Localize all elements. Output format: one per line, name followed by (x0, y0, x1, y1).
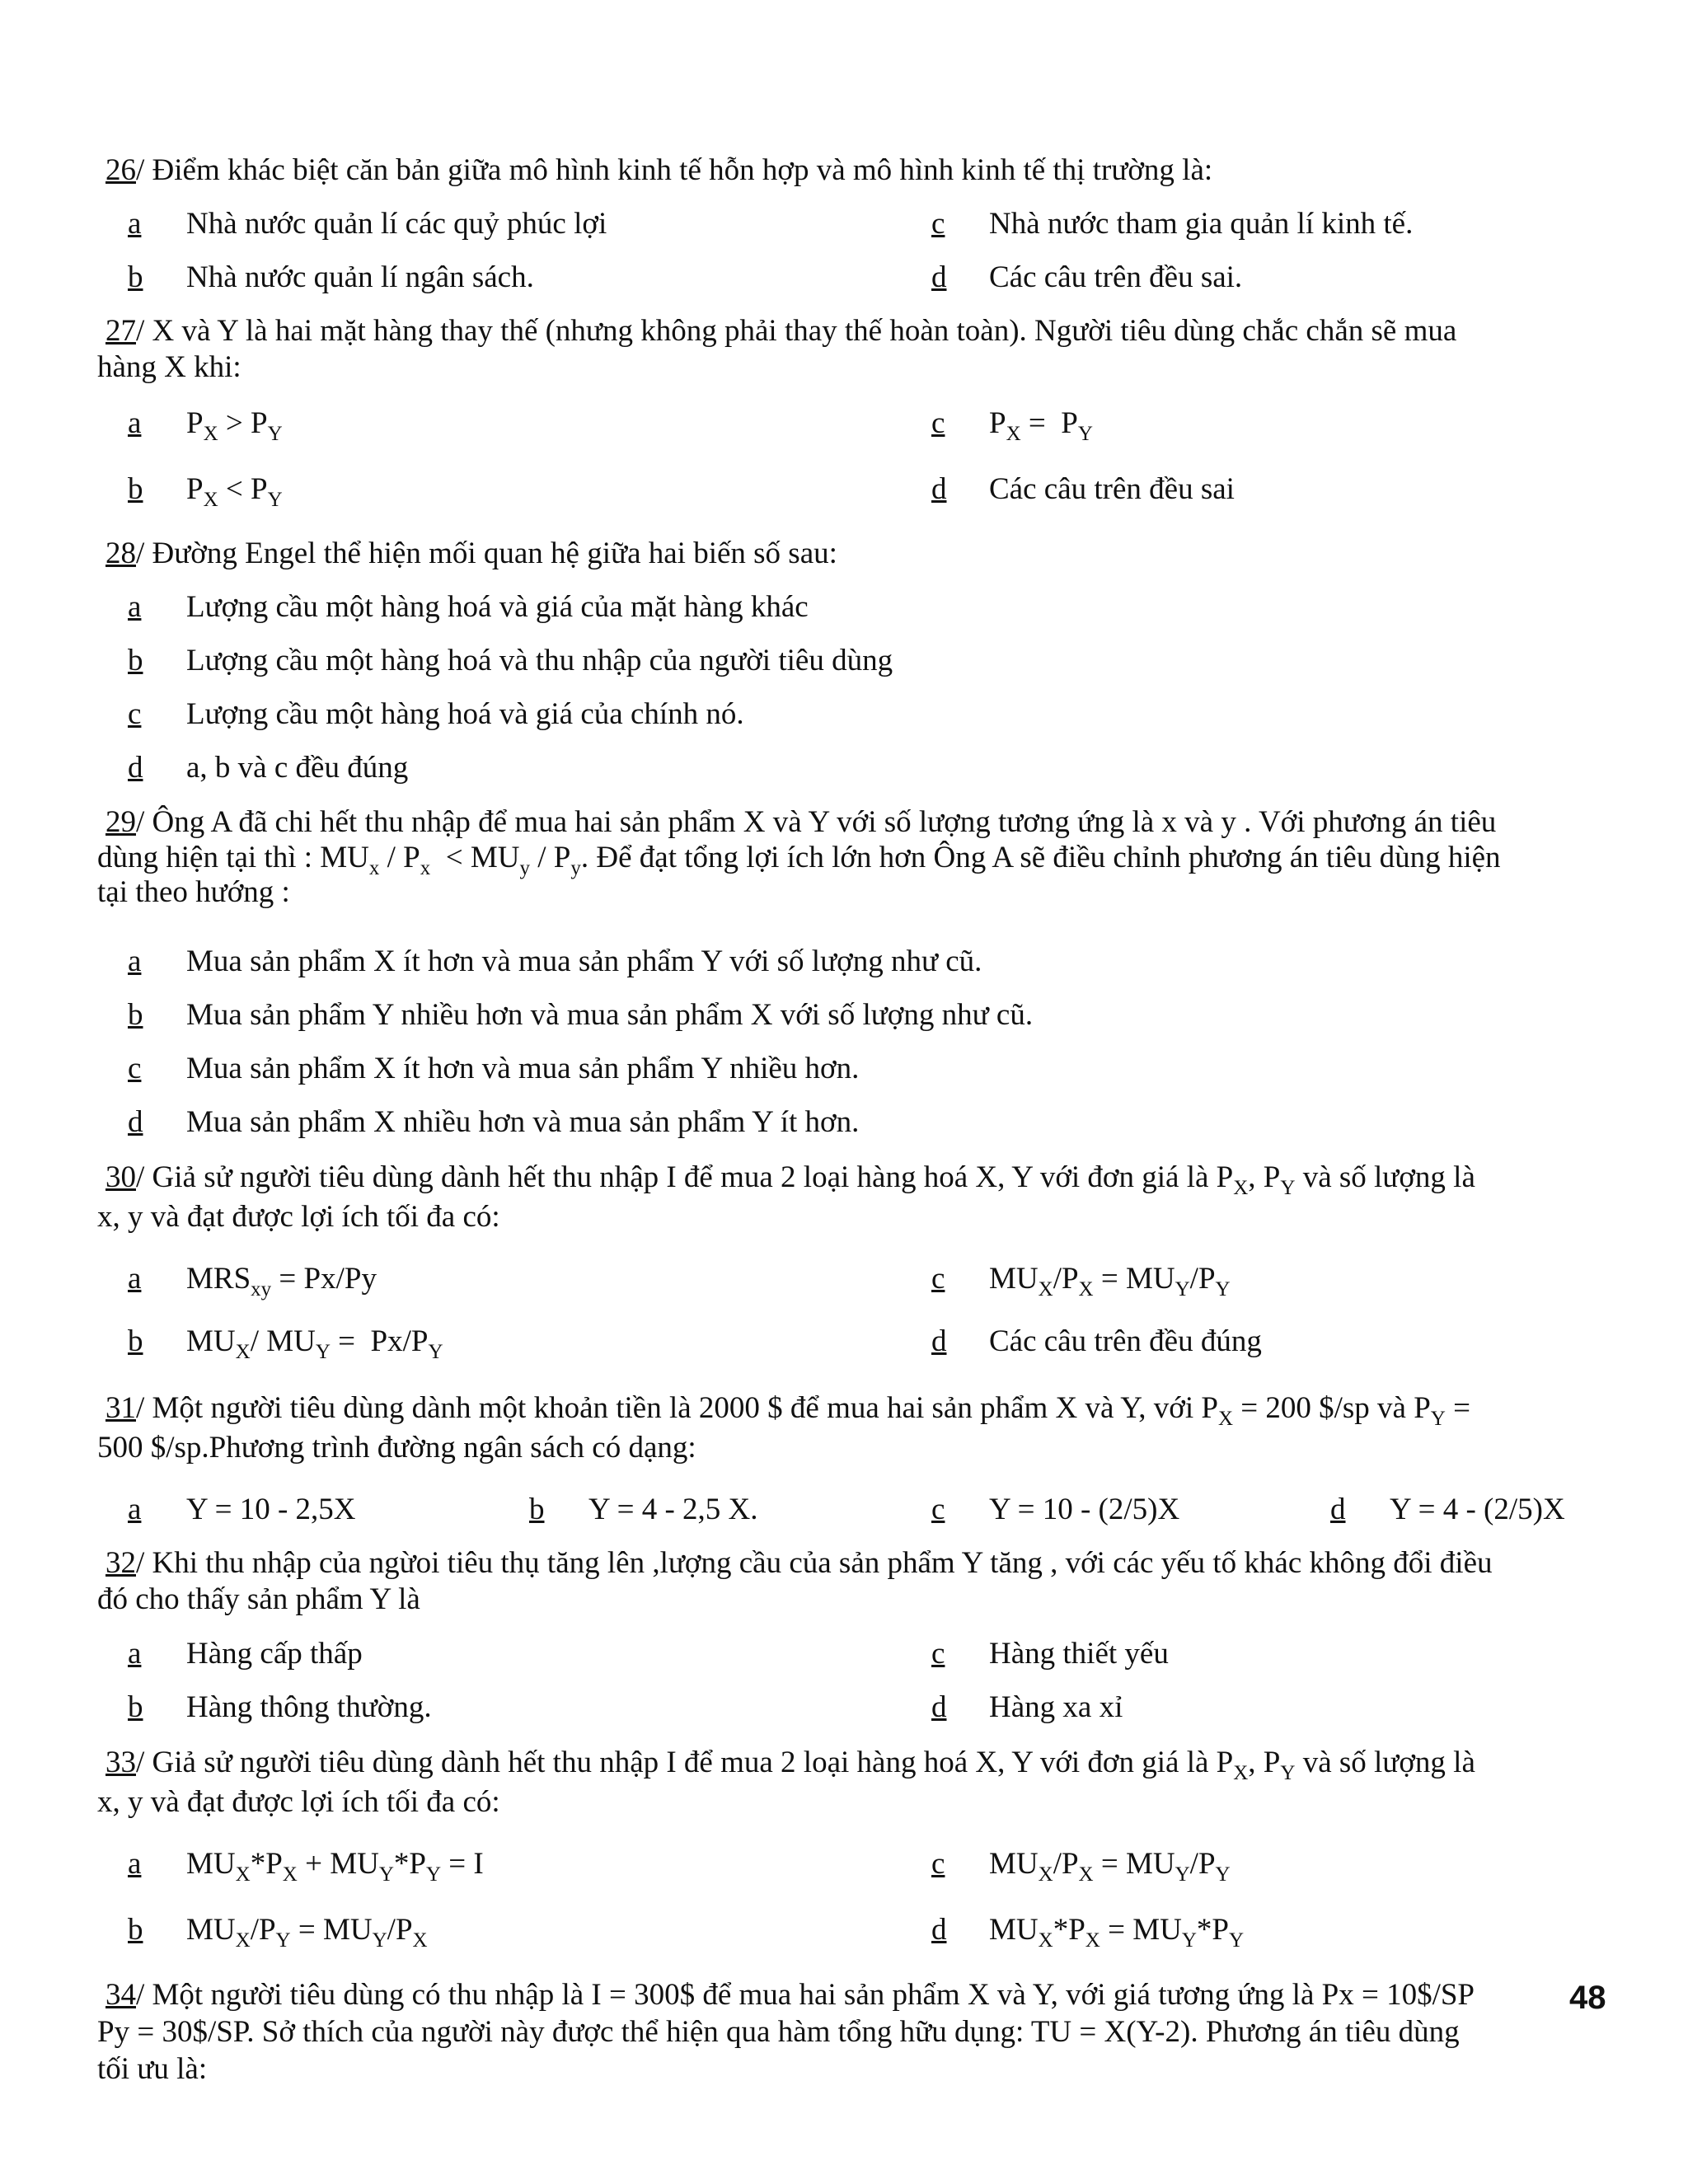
question-text-line-2: 500 $/sp.Phương trình đường ngân sách có dạng: (97, 1431, 696, 1465)
option-d-text: Các câu trên đều sai (989, 472, 1235, 506)
question-number: 27 (106, 314, 136, 348)
question-text: Đường Engel thể hiện mối quan hệ giữa hai biến số sau: (152, 537, 837, 570)
question-26-options-row-1 (0, 206, 1688, 244)
question-32-stem: 32/ Khi thu nhập của ngừoi tiêu thụ tăng lên ,lượng cầu của sản phẩm Y tăng , với các yếu tố khác không đổi điều đó cho thấy sản phẩm Y là (97, 1546, 1493, 1617)
question-text: Điểm khác biệt căn bản giữa mô hình kinh tế hỗn hợp và mô hình kinh tế thị trường là: (152, 153, 1213, 187)
question-text-line-1: Giả sử người tiêu dùng dành hết thu nhập I để mua 2 loại hàng hoá X, Y với đơn giá là $P_X$, $P_Y$ và số lượng là (152, 1746, 1475, 1784)
question-34-stem: 34/ Một người tiêu dùng có thu nhập là I = 300$ để mua hai sản phẩm X và Y, với giá tương ứng là Px = 10$/SP Py = 30$/SP. Sở thích của người này được thể hiện qua hàm tổng hữu dụng: TU = X(Y-2). Phương án tiêu dùng tối ưu là: (97, 1978, 1475, 2087)
page-number: 48 (1569, 1980, 1606, 2016)
option-a-formula: $MU_X*P_X + MU_Y*P_Y = I$ (186, 1847, 484, 1886)
option-d-text: Y = 4 - (2/5)X (1390, 1493, 1565, 1526)
option-a-formula: $MRS_{xy} = Px/Py$ (186, 1262, 377, 1301)
question-number: 31 (106, 1391, 136, 1425)
option-letter-b: b (529, 1493, 545, 1526)
option-letter-a: a (128, 1262, 142, 1296)
question-28-option-c (0, 696, 1688, 734)
question-number: 26 (106, 153, 136, 187)
option-letter-b: b (128, 1324, 143, 1358)
question-30-options-row-1 (0, 1261, 1688, 1299)
option-letter-b: b (128, 260, 143, 294)
question-number: 33 (106, 1746, 136, 1779)
option-letter-d: d (128, 751, 143, 785)
option-letter-a: a (128, 1847, 142, 1881)
question-30-stem: 30/ Giả sử người tiêu dùng dành hết thu nhập I để mua 2 loại hàng hoá X, Y với đơn giá là $P_X$, $P_Y$ và số lượng là x, y và đạt được lợi ích tối đa có: (97, 1160, 1475, 1235)
option-letter-c: c (931, 1637, 945, 1671)
question-31-options-row (0, 1492, 1688, 1530)
question-29-option-c (0, 1051, 1688, 1089)
question-number: 30 (106, 1160, 136, 1194)
option-letter-d: d (931, 260, 947, 294)
option-letter-b: b (128, 1913, 143, 1947)
option-letter-b: b (128, 644, 143, 677)
question-28-option-a (0, 589, 1688, 627)
option-d-text: Các câu trên đều đúng (989, 1324, 1262, 1358)
question-28-option-d (0, 750, 1688, 788)
option-letter-a: a (128, 406, 142, 440)
question-27-options-row-1 (0, 405, 1688, 443)
option-letter-d: d (1330, 1493, 1346, 1526)
option-letter-c: c (931, 1493, 945, 1526)
option-letter-d: d (931, 472, 947, 506)
option-letter-a: a (128, 590, 142, 624)
question-text-line-2: đó cho thấy sản phẩm Y là (97, 1582, 420, 1617)
option-d-formula: $MU_X*P_X = MU_Y*P_Y$ (989, 1913, 1245, 1952)
question-text-line-2: Py = 30$/SP. Sở thích của người này được thể hiện qua hàm tổng hữu dụng: TU = X(Y-2). Phương án tiêu dùng (97, 2015, 1460, 2050)
option-c-text: Lượng cầu một hàng hoá và giá của chính nó. (186, 697, 744, 731)
question-text-line-3: tại theo hướng : (97, 875, 290, 910)
option-c-formula: $MU_X/P_X = MU_Y/P_Y$ (989, 1262, 1231, 1301)
option-b-formula: $MU_X/$ $MU_Y = Px/P_Y$ (186, 1324, 443, 1363)
option-letter-a: a (128, 207, 142, 241)
question-number: 29 (106, 805, 136, 839)
option-c-text: Nhà nước tham gia quản lí kinh tế. (989, 207, 1414, 241)
option-letter-b: b (128, 1690, 143, 1724)
question-32-options-row-2 (0, 1690, 1688, 1727)
question-29-option-a (0, 944, 1688, 982)
option-b-formula: $P_X < P_Y$ (186, 472, 283, 511)
question-text-line-1: Một người tiêu dùng dành một khoản tiền là 2000 $ để mua hai sản phẩm X và Y, với $P_X = 200$ $/sp và $P_Y$ = (152, 1391, 1470, 1430)
question-text-line-1: X và Y là hai mặt hàng thay thế (nhưng không phải thay thế hoàn toàn). Người tiêu dùng chắc chắn sẽ mua (152, 314, 1457, 348)
option-letter-d: d (931, 1913, 947, 1947)
question-text-line-1: Giả sử người tiêu dùng dành hết thu nhập I để mua 2 loại hàng hoá X, Y với đơn giá là $P_X$, $P_Y$ và số lượng là (152, 1160, 1475, 1199)
question-27-options-row-2 (0, 471, 1688, 509)
question-number: 28 (106, 537, 136, 570)
option-a-formula: $P_X > P_Y$ (186, 406, 283, 445)
question-30-options-row-2 (0, 1324, 1688, 1361)
question-text-line-1: Một người tiêu dùng có thu nhập là I = 300$ để mua hai sản phẩm X và Y, với giá tương ứng là Px = 10$/SP (152, 1978, 1475, 2012)
option-letter-c: c (931, 207, 945, 241)
option-letter-c: c (931, 1847, 945, 1881)
question-33-stem: 33/ Giả sử người tiêu dùng dành hết thu nhập I để mua 2 loại hàng hoá X, Y với đơn giá là $P_X$, $P_Y$ và số lượng là x, y và đạt được lợi ích tối đa có: (97, 1746, 1475, 1820)
option-letter-b: b (128, 998, 143, 1032)
option-letter-b: b (128, 472, 143, 506)
question-29-option-d (0, 1104, 1688, 1142)
option-a-text: Nhà nước quản lí các quỷ phúc lợi (186, 207, 607, 241)
question-33-options-row-2 (0, 1912, 1688, 1950)
option-d-text: Hàng xa xỉ (989, 1690, 1123, 1724)
option-letter-d: d (931, 1690, 947, 1724)
question-number: 32 (106, 1546, 136, 1580)
option-letter-c: c (931, 1262, 945, 1296)
option-b-text: Nhà nước quản lí ngân sách. (186, 260, 534, 294)
option-letter-d: d (128, 1105, 143, 1139)
option-a-text: Hàng cấp thấp (186, 1637, 363, 1671)
option-c-formula: $MU_X/P_X = MU_Y/P_Y$ (989, 1847, 1231, 1886)
option-b-text: Y = 4 - 2,5 X. (588, 1493, 758, 1526)
question-33-options-row-1 (0, 1846, 1688, 1884)
option-b-formula: $MU_X/P_Y = MU_Y/P_X$ (186, 1913, 428, 1952)
question-text-line-1: Ông A đã chi hết thu nhập để mua hai sản phẩm X và Y với số lượng tương ứng là x và y . Với phương án tiêu (152, 805, 1497, 839)
option-b-text: Lượng cầu một hàng hoá và thu nhập của người tiêu dùng (186, 644, 893, 677)
question-27-stem: 27/ X và Y là hai mặt hàng thay thế (nhưng không phải thay thế hoàn toàn). Người tiêu dùng chắc chắn sẽ mua hàng X khi: (97, 314, 1457, 385)
question-26-stem: 26/ Điểm khác biệt căn bản giữa mô hình kinh tế hỗn hợp và mô hình kinh tế thị trường là: (97, 152, 1606, 189)
option-letter-c: c (931, 406, 945, 440)
question-text-line-1: Khi thu nhập của ngừoi tiêu thụ tăng lên ,lượng cầu của sản phẩm Y tăng , với các yếu tố khác không đổi điều (152, 1546, 1493, 1580)
question-28-stem: 28/ Đường Engel thể hiện mối quan hệ giữa hai biến số sau: (97, 536, 1606, 572)
question-number: 34 (106, 1978, 136, 2012)
option-b-text: Hàng thông thường. (186, 1690, 432, 1724)
question-29-option-b (0, 997, 1688, 1035)
option-letter-a: a (128, 1493, 142, 1526)
question-31-stem: 31/ Một người tiêu dùng dành một khoản tiền là 2000 $ để mua hai sản phẩm X và Y, với $P_X = 200$ $/sp và $P_Y$ = 500 $/sp.Phương trình đường ngân sách có dạng: (97, 1391, 1470, 1465)
option-b-text: Mua sản phẩm Y nhiều hơn và mua sản phẩm X với số lượng như cũ. (186, 998, 1034, 1032)
question-32-options-row-1 (0, 1636, 1688, 1674)
option-letter-a: a (128, 1637, 142, 1671)
option-c-text: Hàng thiết yếu (989, 1637, 1169, 1671)
question-text-line-2: x, y và đạt được lợi ích tối đa có: (97, 1785, 500, 1820)
question-text-line-2: hàng X khi: (97, 350, 241, 385)
option-c-formula: $P_X = P_Y$ (989, 406, 1093, 445)
option-a-text: Lượng cầu một hàng hoá và giá của mặt hàng khác (186, 590, 809, 624)
option-letter-c: c (128, 1052, 142, 1085)
option-c-text: Y = 10 - (2/5)X (989, 1493, 1180, 1526)
option-letter-c: c (128, 697, 142, 731)
option-letter-d: d (931, 1324, 947, 1358)
option-a-text: Y = 10 - 2,5X (186, 1493, 356, 1526)
option-letter-a: a (128, 944, 142, 978)
option-d-text: Mua sản phẩm X nhiều hơn và mua sản phẩm Y ít hơn. (186, 1105, 860, 1139)
question-text-line-2: dùng hiện tại thì : $MU_x / P_x < MU_y / P_y$. Để đạt tổng lợi ích lớn hơn Ông A sẽ điều chỉnh phương án tiêu dùng hiện (97, 840, 1501, 879)
question-26-options-row-2 (0, 260, 1688, 298)
question-28-option-b (0, 643, 1688, 681)
question-text-line-3: tối ưu là: (97, 2052, 208, 2087)
option-d-text: Các câu trên đều sai. (989, 260, 1243, 294)
option-a-text: Mua sản phẩm X ít hơn và mua sản phẩm Y với số lượng như cũ. (186, 944, 982, 978)
question-text-line-2: x, y và đạt được lợi ích tối đa có: (97, 1200, 500, 1235)
option-d-text: a, b và c đều đúng (186, 751, 409, 785)
option-c-text: Mua sản phẩm X ít hơn và mua sản phẩm Y nhiều hơn. (186, 1052, 860, 1085)
question-29-stem: 29/ Ông A đã chi hết thu nhập để mua hai sản phẩm X và Y với số lượng tương ứng là x và y . Với phương án tiêu dùng hiện tại thì : $MU_x / P_x < MU_y / P_y$. Để đạt tổng lợi ích lớn hơn Ông A sẽ điều chỉnh phương án tiêu dùng hiện tại theo hướng : (97, 805, 1501, 910)
